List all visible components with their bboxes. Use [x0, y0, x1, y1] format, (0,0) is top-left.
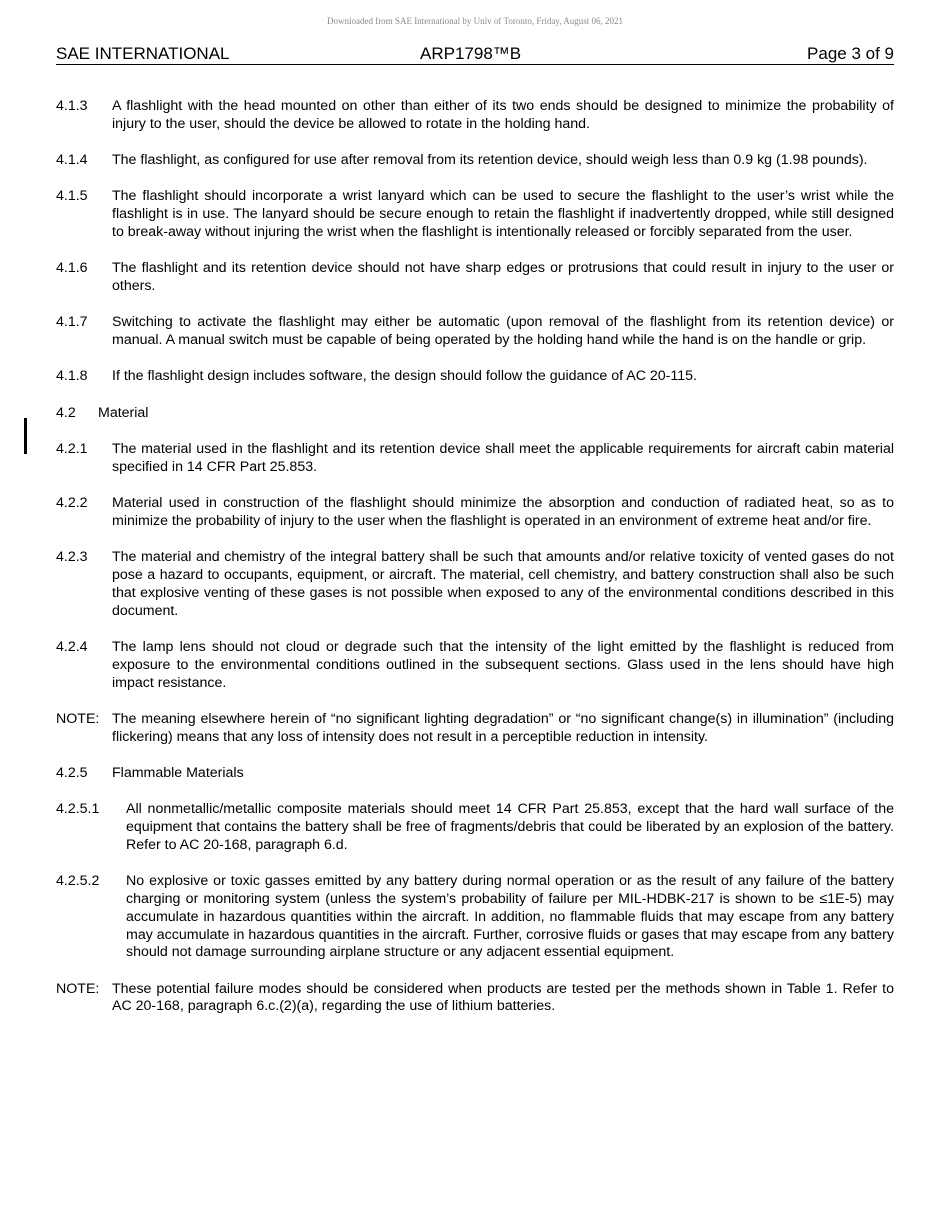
section-text: The flashlight and its retention device should not have sharp edges or protrusions that could result in injury to the user or others.: [112, 260, 894, 295]
note-text: These potential failure modes should be considered when products are tested per the methods shown in Table 1. Refer to AC 20-168, paragraph 6.c.(2)(a), regarding the use of lithium batteries.: [112, 980, 894, 1015]
page-header: [56, 44, 894, 65]
section-4-2-5-1: [56, 801, 894, 854]
section-number: 4.1.8: [56, 368, 88, 385]
section-text: All nonmetallic/metallic composite materials should meet 14 CFR Part 25.853, except that the hard wall surface of the equipment that contains the battery shall be free of fragments/debris that could be liberated by an explosion of the battery. Refer to AC 20-168, paragraph 6.d.: [126, 801, 894, 853]
section-text: The material used in the flashlight and its retention device shall meet the applicable requirements for aircraft cabin material specified in 14 CFR Part 25.853.: [112, 441, 894, 475]
section-text: No explosive or toxic gasses emitted by any battery during normal operation or as the result of any failure of the battery charging or monitoring system (unless the system’s probability of failure per MIL-HDBK-217 is shown to be ≤1E-5) may accumulate in hazardous quantities within the aircraft. In addition, no flammable fluids that may escape from any battery may accumulate in hazardous quantities in the aircraft. Further, corrosive fluids or gases that may escape from any battery should not damage surrounding airplane structure or any adjacent essential equipment.: [126, 873, 894, 961]
section-text: The flashlight, as configured for use after removal from its retention device, should weigh less than 0.9 kg (1.98 pounds).: [112, 152, 868, 169]
section-number: 4.2.5.2: [56, 873, 100, 890]
section-4-2-2: [56, 495, 894, 531]
section-text: If the flashlight design includes software, the design should follow the guidance of AC 20-115.: [112, 368, 697, 385]
section-text: A flashlight with the head mounted on other than either of its two ends should be designed to minimize the probability of injury to the user, should the device be allowed to rotate in the holding hand.: [112, 98, 894, 132]
section-4-1-8: [56, 368, 894, 386]
section-4-1-7: [56, 314, 894, 350]
org-name: SAE INTERNATIONAL: [56, 44, 230, 63]
section-4-2-3: [56, 549, 894, 620]
section-text: The lamp lens should not cloud or degrade such that the intensity of the light emitted by the flashlight is reduced from exposure to the environmental conditions outlined in the subsequent sections. Glass used in the lens should have high impact resistance.: [112, 638, 894, 691]
section-number: 4.1.4: [56, 152, 88, 169]
section-4-1-6: [56, 260, 894, 296]
section-number: 4.2.5.1: [56, 801, 100, 818]
note-label: NOTE:: [56, 980, 100, 997]
section-number: 4.1.7: [56, 314, 88, 331]
section-4-1-4: [56, 152, 894, 170]
section-4-1-3: [56, 98, 894, 134]
section-text: Switching to activate the flashlight may either be automatic (upon removal of the flashlight from its retention device) or manual. A manual switch must be capable of being operated by the holding hand while the hand is on the handle or grip.: [112, 314, 894, 349]
revision-change-bar: [24, 418, 27, 454]
section-number: 4.1.5: [56, 188, 88, 205]
section-number: 4.2.4: [56, 638, 88, 655]
section-text: The material and chemistry of the integral battery shall be such that amounts and/or relative toxicity of vented gases do not pose a hazard to occupants, equipment, or aircraft. The material, cell chemistry, and battery construction shall also be such that explosive venting of these gases is not possible when exposed to any of the environmental conditions described in this document.: [112, 549, 894, 619]
download-watermark: Downloaded from SAE International by Univ of Toronto, Friday, August 06, 2021: [326, 16, 624, 26]
heading-number: 4.2: [56, 404, 76, 421]
page-number: Page 3 of 9: [807, 44, 894, 63]
heading-4-2: [56, 405, 894, 423]
note-text: The meaning elsewhere herein of “no significant lighting degradation” or “no significant change(s) in illumination” (including flickering) means that any loss of intensity does not result in a perceptible reduction in intensity.: [112, 710, 894, 745]
section-text: Material used in construction of the flashlight should minimize the absorption and conduction of radiated heat, so as to minimize the probability of injury to the user when the flashlight is operated in an environment of extreme heat and/or fire.: [112, 495, 894, 529]
section-number: 4.1.3: [56, 98, 88, 114]
section-number: 4.1.6: [56, 260, 88, 277]
note-label: NOTE:: [56, 710, 100, 727]
note-lighting-degradation: [56, 711, 894, 747]
section-4-2-5-2: [56, 873, 894, 962]
note-failure-modes: [56, 981, 894, 1017]
section-number: 4.2.3: [56, 549, 88, 566]
section-text: The flashlight should incorporate a wrist lanyard which can be used to secure the flashlight to the user’s wrist while the flashlight is in use. The lanyard should be secure enough to retain the flashlight if inadvertently dropped, while still designed to break-away without injuring the wrist when the flashlight is intentionally released or forcibly separated from the user.: [112, 188, 894, 240]
heading-4-2-5: [56, 765, 894, 783]
heading-text: Flammable Materials: [112, 764, 244, 781]
section-number: 4.2.2: [56, 495, 88, 512]
document-number: ARP1798™B: [420, 44, 522, 63]
section-number: 4.2.1: [56, 441, 88, 458]
section-4-1-5: [56, 188, 894, 241]
document-body: [56, 98, 894, 1035]
section-4-2-4: [56, 639, 894, 692]
heading-text: Material: [98, 404, 149, 421]
section-4-2-1: [56, 441, 894, 477]
heading-number: 4.2.5: [56, 764, 88, 781]
